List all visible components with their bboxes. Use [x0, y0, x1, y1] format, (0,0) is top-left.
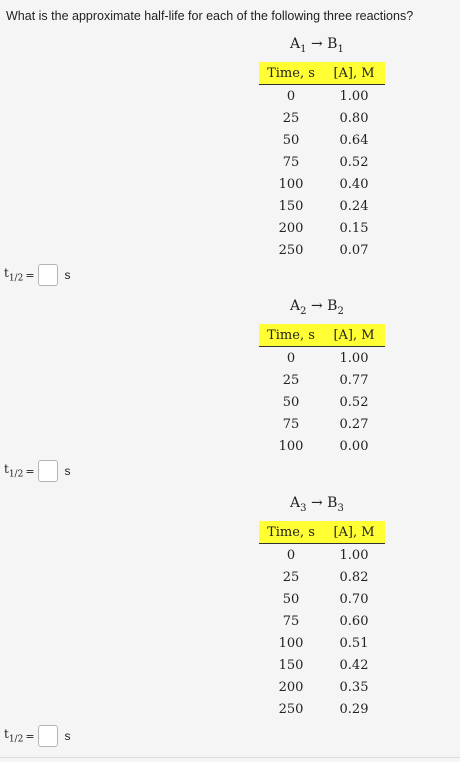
- concentration-cell: 0.52: [339, 394, 369, 410]
- concentration-cell: 0.52: [339, 154, 369, 170]
- table-row: [259, 195, 385, 217]
- concentration-cell: 1.00: [339, 350, 369, 366]
- table-row: [259, 413, 385, 435]
- table-row: [259, 676, 385, 698]
- concentration-cell: 0.40: [339, 176, 369, 192]
- data-table: [259, 521, 385, 720]
- half-life-input-2[interactable]: [38, 460, 58, 482]
- time-cell: 25: [282, 110, 300, 126]
- time-cell: 200: [278, 220, 304, 236]
- table-row: [259, 435, 385, 457]
- data-table: [259, 324, 385, 457]
- equals-sign: =: [25, 268, 35, 282]
- concentration-cell: 0.29: [339, 701, 369, 717]
- data-table: [259, 62, 385, 261]
- time-cell: 50: [282, 132, 300, 148]
- concentration-cell: 0.07: [339, 242, 369, 258]
- table-row: [259, 391, 385, 413]
- table-row: [259, 654, 385, 676]
- table-row: [259, 107, 385, 129]
- concentration-cell: 0.60: [339, 613, 369, 629]
- time-cell: 100: [278, 176, 304, 192]
- answer-label: $t_{1/2}$: [4, 727, 24, 745]
- table-row: [259, 129, 385, 151]
- table-row: [259, 173, 385, 195]
- half-life-answer-2: [4, 460, 71, 482]
- time-cell: 50: [282, 591, 300, 607]
- concentration-header: [A], M: [323, 62, 385, 85]
- table-row: [259, 610, 385, 632]
- concentration-cell: 0.77: [339, 372, 369, 388]
- equals-sign: =: [25, 464, 35, 478]
- time-header: Time, s: [259, 62, 323, 85]
- time-cell: 25: [282, 372, 300, 388]
- table-row: [259, 566, 385, 588]
- table-row: [259, 698, 385, 720]
- time-cell: 200: [278, 679, 304, 695]
- unit-label: s: [64, 729, 71, 743]
- concentration-cell: 0.51: [339, 635, 369, 651]
- time-cell: 25: [282, 569, 300, 585]
- table-row: [259, 544, 385, 567]
- time-cell: 150: [278, 198, 304, 214]
- table-row: [259, 632, 385, 654]
- concentration-header: [A], M: [323, 324, 385, 347]
- time-cell: 150: [278, 657, 304, 673]
- concentration-cell: 0.80: [339, 110, 369, 126]
- concentration-cell: 0.42: [339, 657, 369, 673]
- question-text: What is the approximate half-life for each of the following three reactions?: [6, 9, 414, 23]
- half-life-answer-1: [4, 264, 71, 286]
- equals-sign: =: [25, 729, 35, 743]
- unit-label: s: [64, 268, 71, 282]
- time-cell: 0: [286, 547, 296, 563]
- table-row: [259, 239, 385, 261]
- half-life-input-3[interactable]: [38, 725, 58, 747]
- concentration-cell: 0.27: [339, 416, 369, 432]
- concentration-cell: 0.35: [339, 679, 369, 695]
- half-life-input-1[interactable]: [38, 264, 58, 286]
- time-cell: 250: [278, 701, 304, 717]
- reaction-equation: $A_1 \to B_1$: [290, 36, 344, 55]
- time-cell: 100: [278, 438, 304, 454]
- time-cell: 0: [286, 350, 296, 366]
- reaction-equation: $A_3 \to B_3$: [290, 495, 344, 514]
- table-row: [259, 588, 385, 610]
- time-cell: 50: [282, 394, 300, 410]
- time-cell: 75: [282, 613, 300, 629]
- table-row: [259, 85, 385, 108]
- reaction-equation: $A_2 \to B_2$: [290, 298, 344, 317]
- concentration-cell: 1.00: [339, 88, 369, 104]
- concentration-cell: 0.70: [339, 591, 369, 607]
- table-row: [259, 151, 385, 173]
- time-cell: 0: [286, 88, 296, 104]
- concentration-cell: 0.00: [339, 438, 369, 454]
- concentration-cell: 0.15: [339, 220, 369, 236]
- answer-label: $t_{1/2}$: [4, 266, 24, 284]
- time-cell: 100: [278, 635, 304, 651]
- concentration-cell: 0.24: [339, 198, 369, 214]
- concentration-cell: 1.00: [339, 547, 369, 563]
- concentration-cell: 0.82: [339, 569, 369, 585]
- table-row: [259, 347, 385, 370]
- half-life-answer-3: [4, 725, 71, 747]
- time-cell: 75: [282, 154, 300, 170]
- table-row: [259, 369, 385, 391]
- concentration-cell: 0.64: [339, 132, 369, 148]
- answer-label: $t_{1/2}$: [4, 462, 24, 480]
- unit-label: s: [64, 464, 71, 478]
- time-header: Time, s: [259, 324, 323, 347]
- time-cell: 250: [278, 242, 304, 258]
- concentration-header: [A], M: [323, 521, 385, 544]
- time-cell: 75: [282, 416, 300, 432]
- table-row: [259, 217, 385, 239]
- time-header: Time, s: [259, 521, 323, 544]
- divider: [0, 757, 460, 758]
